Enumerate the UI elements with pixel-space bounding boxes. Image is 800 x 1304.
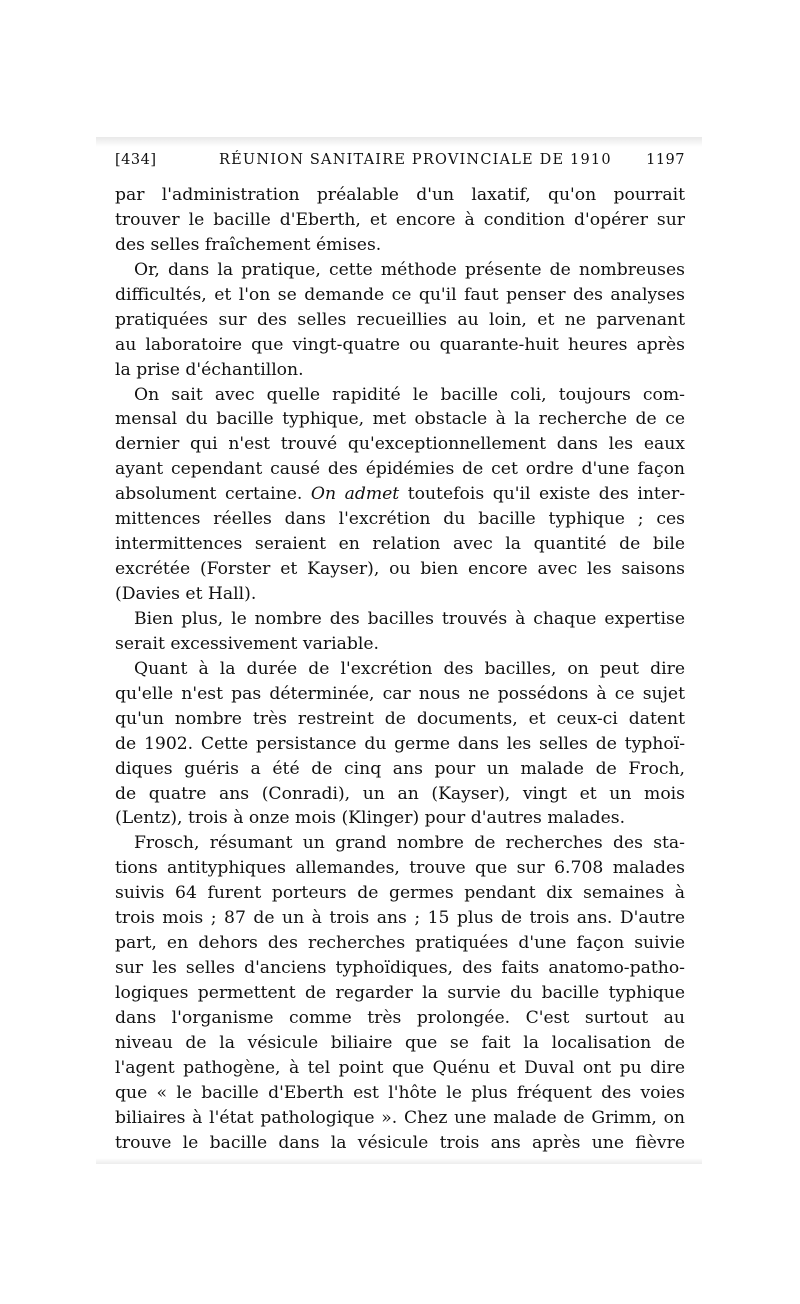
page-edge-top: [96, 137, 702, 147]
paragraph-2: [115, 258, 685, 383]
text-line: (Davies et Hall).: [115, 584, 257, 604]
text-line: de 1902. Cette persistance du germe dans les selles de typhoï-: [115, 733, 685, 754]
page-number: 1197: [646, 152, 685, 168]
text-line: intermittences seraient en relation avec la quantité de bile: [115, 534, 685, 555]
text-line: pratiquées sur des selles recueillies au loin, et ne parvenant: [115, 309, 685, 330]
text-line: trouve le bacille dans la vésicule trois ans après une fièvre: [115, 1132, 685, 1153]
text-line: suivis 64 furent porteurs de germes pendant dix semaines à: [115, 883, 685, 904]
text-run: absolument certaine.: [115, 484, 311, 505]
text-line: biliaires à l'état pathologique ». Chez une malade de Grimm, on: [115, 1107, 685, 1128]
text-line: trois mois ; 87 de un à trois ans ; 15 plus de trois ans. D'autre: [115, 908, 685, 929]
text-line: On sait avec quelle rapidité le bacille coli, toujours com-: [134, 384, 685, 405]
text-line: ayant cependant causé des épidémies de cet ordre d'une façon: [115, 459, 685, 480]
text-line: dans l'organisme comme très prolongée. C'est surtout au: [115, 1007, 685, 1028]
text-line: sur les selles d'anciens typhoïdiques, des faits anatomo-patho-: [115, 958, 685, 979]
paragraph-4: [115, 607, 685, 657]
text-line: Frosch, résumant un grand nombre de recherches des sta-: [134, 833, 685, 854]
text-line: [115, 482, 685, 507]
running-header: [115, 152, 685, 178]
italic-phrase: On admet: [310, 484, 400, 505]
text-line: au laboratoire que vingt-quatre ou quarante-huit heures après: [115, 334, 685, 355]
paragraph-5: [115, 657, 685, 832]
text-line: part, en dehors des recherches pratiquées d'une façon suivie: [115, 933, 685, 954]
text-line: la prise d'échantillon.: [115, 359, 304, 380]
text-line: serait excessivement variable.: [115, 633, 379, 654]
text-run: toutefois qu'il existe des inter-: [399, 484, 686, 505]
page-reference: [434]: [115, 152, 157, 168]
body-text: [115, 183, 685, 1156]
text-line: niveau de la vésicule biliaire que se fait la localisation de: [115, 1032, 685, 1053]
text-line: (Lentz), trois à onze mois (Klinger) pour d'autres malades.: [115, 808, 626, 829]
text-line: l'agent pathogène, à tel point que Quénu et Duval ont pu dire: [115, 1057, 685, 1078]
text-line: Or, dans la pratique, cette méthode présente de nombreuses: [134, 259, 685, 280]
text-line: excrétée (Forster et Kayser), ou bien encore avec les saisons: [115, 559, 685, 580]
paragraph-1: [115, 183, 685, 258]
page-edge-bottom: [96, 1158, 702, 1164]
paragraph-6: [115, 831, 685, 1155]
text-line: trouver le bacille d'Eberth, et encore à condition d'opérer sur: [115, 209, 685, 230]
text-line: dernier qui n'est trouvé qu'exceptionnellement dans les eaux: [115, 434, 685, 455]
text-line: difficultés, et l'on se demande ce qu'il faut penser des analyses: [115, 284, 685, 305]
text-line: qu'elle n'est pas déterminée, car nous ne possédons à ce sujet: [115, 683, 685, 704]
text-line: tions antityphiques allemandes, trouve que sur 6.708 malades: [115, 858, 685, 879]
text-line: que « le bacille d'Eberth est l'hôte le plus fréquent des voies: [115, 1082, 685, 1103]
text-line: mensal du bacille typhique, met obstacle à la recherche de ce: [115, 409, 685, 430]
text-line: Bien plus, le nombre des bacilles trouvés à chaque expertise: [134, 608, 685, 629]
text-line: de quatre ans (Conradi), un an (Kayser), vingt et un mois: [115, 783, 685, 804]
text-line: diques guéris a été de cinq ans pour un malade de Froch,: [115, 758, 685, 779]
text-line: qu'un nombre très restreint de documents, et ceux-ci datent: [115, 708, 685, 729]
paragraph-3: [115, 383, 685, 607]
text-line: logiques permettent de regarder la survie du bacille typhique: [115, 983, 685, 1003]
running-title: RÉUNION SANITAIRE PROVINCIALE DE 1910: [219, 152, 612, 168]
text-line: mittences réelles dans l'excrétion du bacille typhique ; ces: [115, 509, 685, 530]
text-line: Quant à la durée de l'excrétion des bacilles, on peut dire: [134, 658, 685, 679]
text-line: des selles fraîchement émises.: [115, 234, 382, 255]
text-line: par l'administration préalable d'un laxatif, qu'on pourrait: [115, 185, 685, 205]
